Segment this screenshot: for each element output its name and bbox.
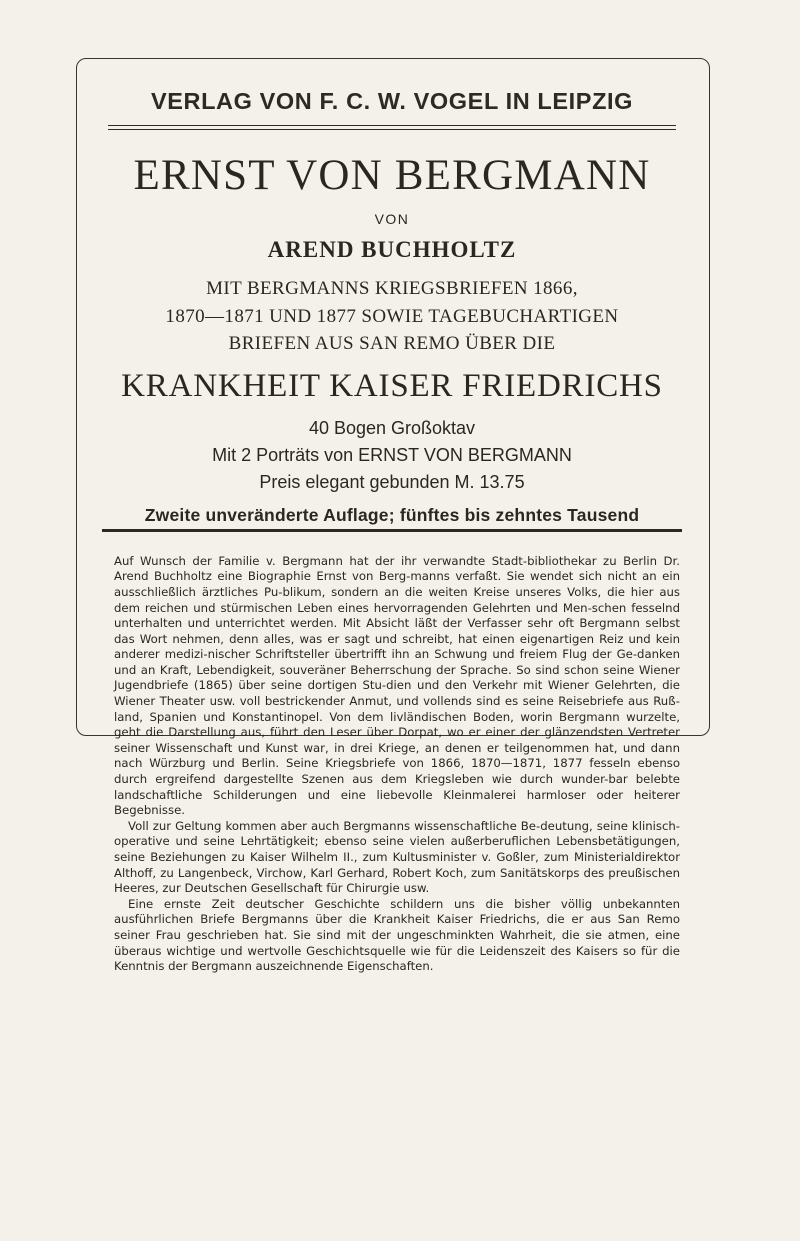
book-main-topic: KRANKHEIT KAISER FRIEDRICHS <box>121 367 663 404</box>
book-subtitle <box>96 275 688 358</box>
book-title: ERNST VON BERGMANN <box>133 152 651 199</box>
publisher-heading: VERLAG VON F. C. W. VOGEL IN LEIPZIG <box>150 88 634 114</box>
edition-note: Zweite unveränderte Auflage; fünftes bis zehntes Tausend <box>144 504 640 525</box>
description-paragraph: Auf Wunsch der Familie v. Bergmann hat der ihr verwandte Stadt-bibliothekar zu Berlin Dr. Arend Buchholtz eine Biographie Ernst von Berg-manns verfaßt. Sie wendet sich nicht an ein ausschließlich ärztliches Pu-blikum, sondern an die weiten Kreise unseres Volks, die hier aus dem reichen und stürmischen Leben eines hervorragenden Gelehrten und Men-schen fesselnd unterhalten und unterrichtet werden. Mit Absicht läßt der Verfasser sehr oft Bergmann selbst das Wort nehmen, denn alles, was er sagt und schreibt, hat einen eigenartigen Reiz und kein anderer medizi-nischer Schriftsteller übertrifft ihn an Schwung und freiem Flug der Ge-danken und an Kraft, Lebendigkeit, souveräner Beherrschung der Sprache. So sind schon seine Wiener Jugendbriefe (1865) über seine dortigen Stu-dien und den Verkehr mit Wiener Gelehrten, die Wiener Theater usw. voll bestrickender Anmut, und vollends sind es seine Reisebriefe aus Ruß-land, Spanien und Konstantinopel. Von dem livländischen Boden, worin Bergmann wurzelte, geht die Darstellung aus, führt den Leser über Dorpat, wo er einer der glänzendsten Vertreter seiner Wissenschaft und Kunst war, in drei Kriege, an denen er teilgenommen hat, und dann nach Würzburg und Berlin. Seine Kriegsbriefe von 1866, 1870—1871, 1877 fesseln ebenso durch ergreifend dargestellte Szenen aus dem Kriegsleben wie durch wunder-bar belebte landschaftliche Schilderungen und eine liebevolle Kleinmalerei harmloser oder heiterer Begebnisse. <box>114 553 680 818</box>
biographer-name: AREND BUCHHOLTZ <box>267 237 517 262</box>
description-paragraph: Eine ernste Zeit deutscher Geschichte schildern uns die bisher völlig unbekannten ausführlichen Briefe Bergmanns über die Krankheit Kaiser Friedrichs, die er aus San Remo seiner Frau geschrieben hat. Sie sind mit der ungeschminkten Wahrheit, die sie atmen, eine überaus wichtige und wertvolle Geschichtsquelle wie für die Leidenszeit des Kaisers so für die Kenntnis der Bergmann auszeichnende Eigenschaften. <box>114 896 680 974</box>
thick-rule-divider <box>102 529 682 532</box>
advertisement-page <box>96 66 688 975</box>
subtitle-line: MIT BERGMANNS KRIEGSBRIEFEN 1866, <box>206 278 578 299</box>
description-paragraph: Voll zur Geltung kommen aber auch Bergmanns wissenschaftliche Be-deutung, seine klinisch-operative und seine Lehrtätigkeit; ebenso seine vielen außerberuflichen Lebensbetätigungen, seine Beziehungen zu Kaiser Wilhelm II., zum Kultusminister v. Goßler, zum Ministerialdirektor Althoff, zu Langenbeck, Virchow, Karl Gerhard, Robert Koch, zum Sanitätskorps des preußischen Heeres, zur Deutschen Gesellschaft für Chirurgie usw. <box>114 818 680 896</box>
price-line: Preis elegant gebunden M. 13.75 <box>259 472 525 493</box>
format-line: Mit 2 Porträts von ERNST VON BERGMANN <box>212 445 572 465</box>
by-word: VON <box>374 211 410 227</box>
format-line: 40 Bogen Großoktav <box>308 417 476 438</box>
subtitle-line: BRIEFEN AUS SAN REMO ÜBER DIE <box>228 333 556 355</box>
subtitle-line: 1870—1871 UND 1877 SOWIE TAGEBUCHARTIGEN <box>165 305 619 327</box>
double-rule-divider <box>108 125 676 130</box>
description-text <box>114 554 680 975</box>
book-format-info <box>96 415 688 497</box>
